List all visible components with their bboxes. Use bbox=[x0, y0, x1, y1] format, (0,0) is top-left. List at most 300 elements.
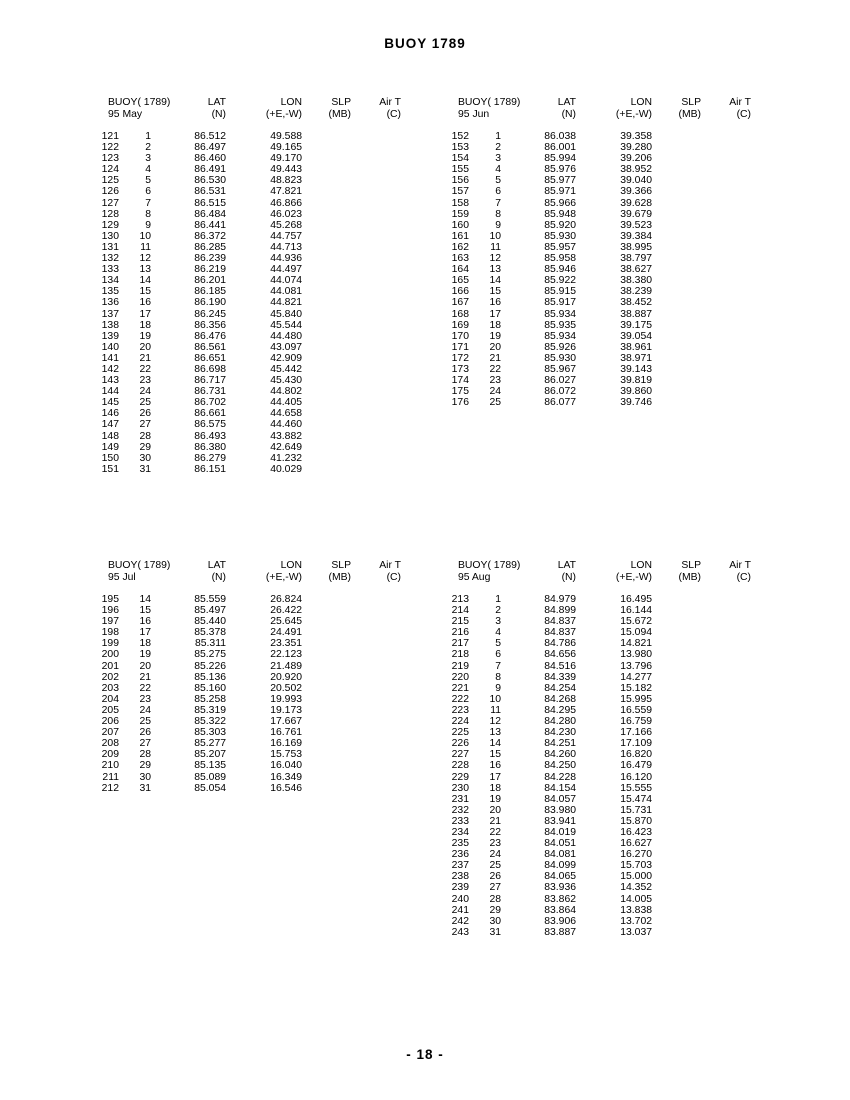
cell-day: 19 bbox=[489, 330, 501, 342]
cell-julian-day: 172 bbox=[451, 352, 469, 364]
header-buoy: BUOY( 1789) bbox=[458, 97, 521, 108]
header-lon-unit: (+E,-W) bbox=[615, 109, 652, 120]
cell-day: 10 bbox=[489, 693, 501, 705]
cell-julian-day: 196 bbox=[101, 605, 119, 617]
cell-day: 25 bbox=[489, 860, 501, 872]
cell-day: 8 bbox=[145, 208, 151, 220]
cell-lon: 13.838 bbox=[620, 904, 652, 916]
cell-lat: 84.250 bbox=[544, 760, 576, 772]
cell-julian-day: 139 bbox=[101, 330, 119, 342]
header-air-t-unit: (C) bbox=[736, 572, 751, 583]
cell-lat: 84.837 bbox=[544, 627, 576, 639]
header-slp-unit: (MB) bbox=[328, 572, 351, 583]
cell-julian-day: 224 bbox=[451, 716, 469, 728]
header-buoy: BUOY( 1789) bbox=[458, 560, 521, 571]
table-row bbox=[88, 638, 428, 649]
cell-lon: 39.206 bbox=[620, 153, 652, 165]
cell-lat: 85.275 bbox=[194, 649, 226, 661]
cell-lon: 39.746 bbox=[620, 397, 652, 409]
header-lat-unit: (N) bbox=[561, 109, 576, 120]
cell-day: 10 bbox=[489, 230, 501, 242]
cell-lat: 85.258 bbox=[194, 693, 226, 705]
table-row bbox=[88, 616, 428, 627]
cell-day: 25 bbox=[139, 716, 151, 728]
table-row bbox=[88, 331, 428, 342]
cell-lat: 85.922 bbox=[544, 275, 576, 287]
table-row bbox=[438, 927, 778, 938]
cell-lon: 15.672 bbox=[620, 616, 652, 628]
cell-day: 14 bbox=[139, 594, 151, 605]
header-air-t: Air T bbox=[379, 560, 401, 571]
cell-lat: 86.077 bbox=[544, 397, 576, 409]
cell-lon: 43.097 bbox=[270, 341, 302, 353]
cell-julian-day: 162 bbox=[451, 241, 469, 253]
cell-julian-day: 234 bbox=[451, 826, 469, 838]
table-row bbox=[88, 231, 428, 242]
table-row bbox=[88, 353, 428, 364]
cell-lat: 86.185 bbox=[194, 286, 226, 298]
cell-lat: 86.512 bbox=[194, 131, 226, 142]
header-lat: LAT bbox=[557, 97, 576, 108]
header-lon: LON bbox=[280, 560, 302, 571]
cell-lat: 86.491 bbox=[194, 164, 226, 176]
cell-lat: 86.493 bbox=[194, 430, 226, 442]
table-row bbox=[438, 683, 778, 694]
cell-lon: 15.000 bbox=[620, 871, 652, 883]
cell-day: 14 bbox=[489, 275, 501, 287]
cell-day: 4 bbox=[495, 164, 501, 176]
cell-lon: 16.120 bbox=[620, 771, 652, 783]
cell-lat: 85.207 bbox=[194, 749, 226, 761]
cell-lon: 15.995 bbox=[620, 693, 652, 705]
table-row bbox=[88, 242, 428, 253]
table-row bbox=[88, 164, 428, 175]
cell-julian-day: 204 bbox=[101, 693, 119, 705]
table-row bbox=[438, 772, 778, 783]
cell-lon: 44.460 bbox=[270, 419, 302, 431]
cell-lat: 85.994 bbox=[544, 153, 576, 165]
cell-day: 7 bbox=[495, 660, 501, 672]
cell-lon: 21.489 bbox=[270, 660, 302, 672]
table-row bbox=[438, 397, 778, 408]
header-units-row bbox=[438, 572, 778, 584]
cell-julian-day: 219 bbox=[451, 660, 469, 672]
table-row bbox=[438, 672, 778, 683]
cell-day: 27 bbox=[139, 738, 151, 750]
cell-lat: 86.561 bbox=[194, 341, 226, 353]
cell-lat: 85.971 bbox=[544, 186, 576, 198]
cell-day: 24 bbox=[489, 849, 501, 861]
cell-lon: 43.882 bbox=[270, 430, 302, 442]
cell-julian-day: 209 bbox=[101, 749, 119, 761]
cell-lat: 85.226 bbox=[194, 660, 226, 672]
cell-day: 3 bbox=[145, 153, 151, 165]
cell-lon: 13.702 bbox=[620, 915, 652, 927]
table-row bbox=[438, 871, 778, 882]
cell-lon: 45.840 bbox=[270, 308, 302, 320]
cell-lat: 85.135 bbox=[194, 760, 226, 772]
cell-julian-day: 157 bbox=[451, 186, 469, 198]
cell-day: 4 bbox=[145, 164, 151, 176]
cell-lat: 84.081 bbox=[544, 849, 576, 861]
cell-day: 9 bbox=[495, 682, 501, 694]
cell-lat: 83.980 bbox=[544, 804, 576, 816]
cell-julian-day: 231 bbox=[451, 793, 469, 805]
cell-lon: 39.384 bbox=[620, 230, 652, 242]
header-slp-unit: (MB) bbox=[678, 109, 701, 120]
cell-lon: 15.094 bbox=[620, 627, 652, 639]
table-row bbox=[438, 727, 778, 738]
table-row bbox=[88, 264, 428, 275]
cell-lon: 38.887 bbox=[620, 308, 652, 320]
cell-day: 13 bbox=[489, 727, 501, 739]
header-buoy: BUOY( 1789) bbox=[108, 560, 171, 571]
cell-julian-day: 148 bbox=[101, 430, 119, 442]
cell-julian-day: 243 bbox=[451, 926, 469, 938]
cell-day: 21 bbox=[139, 671, 151, 683]
table-row bbox=[438, 286, 778, 297]
table-row bbox=[438, 849, 778, 860]
table-row bbox=[438, 242, 778, 253]
cell-lon: 44.497 bbox=[270, 264, 302, 276]
table-row bbox=[438, 175, 778, 186]
cell-julian-day: 127 bbox=[101, 197, 119, 209]
header-lon: LON bbox=[630, 560, 652, 571]
header-buoy: BUOY( 1789) bbox=[108, 97, 171, 108]
cell-julian-day: 167 bbox=[451, 297, 469, 309]
header-row bbox=[438, 97, 778, 109]
table-row bbox=[88, 186, 428, 197]
cell-day: 11 bbox=[140, 241, 151, 253]
cell-day: 18 bbox=[489, 319, 501, 331]
table-row bbox=[438, 309, 778, 320]
cell-day: 25 bbox=[139, 397, 151, 409]
cell-day: 1 bbox=[495, 594, 501, 605]
cell-day: 20 bbox=[139, 341, 151, 353]
cell-day: 20 bbox=[489, 804, 501, 816]
cell-lat: 85.303 bbox=[194, 727, 226, 739]
cell-day: 21 bbox=[489, 815, 501, 827]
table-row bbox=[438, 297, 778, 308]
cell-lat: 84.339 bbox=[544, 671, 576, 683]
header-units-row bbox=[88, 572, 428, 584]
table-row bbox=[438, 253, 778, 264]
cell-lon: 14.005 bbox=[620, 893, 652, 905]
table-row bbox=[88, 661, 428, 672]
header-lat-unit: (N) bbox=[561, 572, 576, 583]
cell-julian-day: 125 bbox=[101, 175, 119, 187]
header-lat: LAT bbox=[207, 560, 226, 571]
cell-lat: 84.254 bbox=[544, 682, 576, 694]
cell-julian-day: 205 bbox=[101, 704, 119, 716]
table-row bbox=[88, 672, 428, 683]
cell-julian-day: 130 bbox=[101, 230, 119, 242]
header-air-t: Air T bbox=[379, 97, 401, 108]
cell-lon: 46.866 bbox=[270, 197, 302, 209]
header-slp: SLP bbox=[681, 97, 701, 108]
cell-lat: 86.651 bbox=[194, 352, 226, 364]
table-row bbox=[438, 375, 778, 386]
cell-lat: 85.160 bbox=[194, 682, 226, 694]
cell-lon: 42.909 bbox=[270, 352, 302, 364]
cell-lat: 85.976 bbox=[544, 164, 576, 176]
cell-lat: 85.966 bbox=[544, 197, 576, 209]
cell-lat: 85.977 bbox=[544, 175, 576, 187]
cell-day: 2 bbox=[145, 142, 151, 154]
cell-lon: 17.109 bbox=[620, 738, 652, 750]
header-row bbox=[88, 97, 428, 109]
cell-lat: 85.311 bbox=[194, 638, 226, 650]
table-row bbox=[88, 772, 428, 783]
cell-lat: 85.920 bbox=[544, 219, 576, 231]
cell-julian-day: 122 bbox=[101, 142, 119, 154]
cell-julian-day: 128 bbox=[101, 208, 119, 220]
month-label: 95 Jun bbox=[458, 109, 490, 120]
cell-lat: 85.440 bbox=[194, 616, 226, 628]
cell-day: 2 bbox=[495, 605, 501, 617]
cell-lat: 86.190 bbox=[194, 297, 226, 309]
cell-lat: 83.936 bbox=[544, 882, 576, 894]
cell-lon: 14.277 bbox=[620, 671, 652, 683]
table-body bbox=[88, 131, 428, 475]
cell-day: 21 bbox=[139, 352, 151, 364]
cell-lon: 25.645 bbox=[270, 616, 302, 628]
table-row bbox=[88, 649, 428, 660]
cell-lon: 44.081 bbox=[270, 286, 302, 298]
cell-julian-day: 121 bbox=[101, 131, 119, 142]
cell-day: 23 bbox=[139, 375, 151, 387]
cell-lon: 39.358 bbox=[620, 131, 652, 142]
cell-julian-day: 164 bbox=[451, 264, 469, 276]
table-row bbox=[88, 419, 428, 430]
table-row bbox=[438, 220, 778, 231]
cell-julian-day: 144 bbox=[101, 386, 119, 398]
cell-lat: 85.957 bbox=[544, 241, 576, 253]
table-row bbox=[88, 605, 428, 616]
table-row bbox=[438, 738, 778, 749]
table-row bbox=[438, 364, 778, 375]
cell-julian-day: 225 bbox=[451, 727, 469, 739]
table-row bbox=[88, 297, 428, 308]
table-row bbox=[88, 453, 428, 464]
table-row bbox=[88, 209, 428, 220]
cell-lon: 38.380 bbox=[620, 275, 652, 287]
table-row bbox=[88, 275, 428, 286]
cell-day: 20 bbox=[489, 341, 501, 353]
cell-julian-day: 159 bbox=[451, 208, 469, 220]
cell-julian-day: 217 bbox=[451, 638, 469, 650]
cell-julian-day: 155 bbox=[451, 164, 469, 176]
cell-julian-day: 213 bbox=[451, 594, 469, 605]
cell-lat: 85.958 bbox=[544, 253, 576, 265]
header-air-t-unit: (C) bbox=[386, 572, 401, 583]
cell-julian-day: 223 bbox=[451, 704, 469, 716]
cell-lon: 49.588 bbox=[270, 131, 302, 142]
cell-day: 25 bbox=[489, 397, 501, 409]
cell-lon: 44.821 bbox=[270, 297, 302, 309]
cell-lon: 39.175 bbox=[620, 319, 652, 331]
cell-day: 24 bbox=[489, 386, 501, 398]
cell-day: 27 bbox=[489, 882, 501, 894]
cell-lon: 16.144 bbox=[620, 605, 652, 617]
cell-lon: 47.821 bbox=[270, 186, 302, 198]
cell-day: 17 bbox=[139, 627, 151, 639]
cell-lon: 44.405 bbox=[270, 397, 302, 409]
cell-lat: 86.530 bbox=[194, 175, 226, 187]
cell-julian-day: 201 bbox=[101, 660, 119, 672]
cell-julian-day: 232 bbox=[451, 804, 469, 816]
cell-lon: 45.544 bbox=[270, 319, 302, 331]
cell-day: 17 bbox=[139, 308, 151, 320]
cell-lon: 15.182 bbox=[620, 682, 652, 694]
cell-lon: 40.029 bbox=[270, 463, 302, 475]
cell-lon: 16.761 bbox=[270, 727, 302, 739]
cell-lat: 84.280 bbox=[544, 716, 576, 728]
cell-lon: 15.731 bbox=[620, 804, 652, 816]
cell-julian-day: 228 bbox=[451, 760, 469, 772]
cell-lat: 86.027 bbox=[544, 375, 576, 387]
cell-lat: 86.460 bbox=[194, 153, 226, 165]
cell-julian-day: 206 bbox=[101, 716, 119, 728]
cell-lon: 23.351 bbox=[270, 638, 302, 650]
cell-julian-day: 147 bbox=[101, 419, 119, 431]
cell-julian-day: 154 bbox=[451, 153, 469, 165]
table-row bbox=[438, 705, 778, 716]
cell-lon: 13.980 bbox=[620, 649, 652, 661]
cell-day: 30 bbox=[139, 771, 151, 783]
cell-lat: 85.559 bbox=[194, 594, 226, 605]
header-units-row bbox=[88, 109, 428, 121]
cell-lat: 83.906 bbox=[544, 915, 576, 927]
table-row bbox=[88, 594, 428, 605]
cell-lat: 86.661 bbox=[194, 408, 226, 420]
cell-lat: 85.136 bbox=[194, 671, 226, 683]
cell-lat: 85.378 bbox=[194, 627, 226, 639]
data-table-jun bbox=[438, 97, 778, 408]
cell-day: 20 bbox=[139, 660, 151, 672]
cell-julian-day: 136 bbox=[101, 297, 119, 309]
cell-lon: 38.961 bbox=[620, 341, 652, 353]
table-row bbox=[88, 716, 428, 727]
cell-day: 29 bbox=[139, 760, 151, 772]
cell-day: 13 bbox=[139, 264, 151, 276]
table-row bbox=[88, 727, 428, 738]
table-row bbox=[88, 705, 428, 716]
cell-day: 3 bbox=[495, 616, 501, 628]
cell-julian-day: 239 bbox=[451, 882, 469, 894]
cell-julian-day: 140 bbox=[101, 341, 119, 353]
cell-lon: 16.270 bbox=[620, 849, 652, 861]
table-row bbox=[88, 364, 428, 375]
cell-lat: 84.260 bbox=[544, 749, 576, 761]
cell-lon: 22.123 bbox=[270, 649, 302, 661]
table-row bbox=[438, 342, 778, 353]
page-title: BUOY 1789 bbox=[384, 36, 466, 51]
cell-lon: 45.430 bbox=[270, 375, 302, 387]
table-body bbox=[438, 131, 778, 408]
cell-day: 11 bbox=[490, 241, 501, 253]
cell-day: 6 bbox=[495, 186, 501, 198]
table-row bbox=[438, 264, 778, 275]
header-lon-unit: (+E,-W) bbox=[265, 109, 302, 120]
cell-day: 15 bbox=[139, 605, 151, 617]
cell-julian-day: 134 bbox=[101, 275, 119, 287]
table-row bbox=[88, 397, 428, 408]
cell-day: 23 bbox=[489, 838, 501, 850]
table-row bbox=[88, 738, 428, 749]
cell-julian-day: 152 bbox=[451, 131, 469, 142]
cell-day: 13 bbox=[489, 264, 501, 276]
cell-julian-day: 158 bbox=[451, 197, 469, 209]
cell-julian-day: 170 bbox=[451, 330, 469, 342]
cell-lon: 15.870 bbox=[620, 815, 652, 827]
table-row bbox=[438, 905, 778, 916]
cell-lat: 84.154 bbox=[544, 782, 576, 794]
cell-lat: 86.702 bbox=[194, 397, 226, 409]
cell-day: 6 bbox=[495, 649, 501, 661]
cell-lat: 84.268 bbox=[544, 693, 576, 705]
cell-julian-day: 210 bbox=[101, 760, 119, 772]
cell-day: 22 bbox=[489, 826, 501, 838]
cell-lat: 86.531 bbox=[194, 186, 226, 198]
month-label: 95 Jul bbox=[108, 572, 136, 583]
table-row bbox=[438, 275, 778, 286]
cell-julian-day: 238 bbox=[451, 871, 469, 883]
cell-lon: 24.491 bbox=[270, 627, 302, 639]
cell-lat: 85.946 bbox=[544, 264, 576, 276]
cell-julian-day: 198 bbox=[101, 627, 119, 639]
table-row bbox=[438, 331, 778, 342]
cell-lat: 86.380 bbox=[194, 441, 226, 453]
cell-lat: 85.277 bbox=[194, 738, 226, 750]
table-row bbox=[88, 749, 428, 760]
cell-lon: 15.703 bbox=[620, 860, 652, 872]
cell-julian-day: 161 bbox=[451, 230, 469, 242]
cell-lon: 45.268 bbox=[270, 219, 302, 231]
cell-lon: 44.802 bbox=[270, 386, 302, 398]
cell-lon: 15.474 bbox=[620, 793, 652, 805]
header-air-t-unit: (C) bbox=[386, 109, 401, 120]
cell-julian-day: 129 bbox=[101, 219, 119, 231]
cell-lon: 13.796 bbox=[620, 660, 652, 672]
cell-julian-day: 135 bbox=[101, 286, 119, 298]
cell-julian-day: 138 bbox=[101, 319, 119, 331]
cell-lon: 44.757 bbox=[270, 230, 302, 242]
header-slp-unit: (MB) bbox=[328, 109, 351, 120]
table-row bbox=[88, 309, 428, 320]
cell-lon: 39.819 bbox=[620, 375, 652, 387]
cell-day: 16 bbox=[139, 616, 151, 628]
cell-julian-day: 216 bbox=[451, 627, 469, 639]
cell-lon: 39.143 bbox=[620, 363, 652, 375]
header-slp-unit: (MB) bbox=[678, 572, 701, 583]
cell-day: 5 bbox=[495, 638, 501, 650]
cell-lon: 16.495 bbox=[620, 594, 652, 605]
cell-day: 9 bbox=[145, 219, 151, 231]
cell-day: 24 bbox=[139, 386, 151, 398]
cell-day: 22 bbox=[139, 682, 151, 694]
cell-lon: 17.166 bbox=[620, 727, 652, 739]
table-row bbox=[438, 838, 778, 849]
cell-lat: 86.698 bbox=[194, 363, 226, 375]
cell-julian-day: 200 bbox=[101, 649, 119, 661]
cell-lat: 86.239 bbox=[194, 253, 226, 265]
cell-julian-day: 143 bbox=[101, 375, 119, 387]
cell-lon: 38.239 bbox=[620, 286, 652, 298]
cell-day: 12 bbox=[139, 253, 151, 265]
header-lat-unit: (N) bbox=[211, 109, 226, 120]
cell-lat: 84.251 bbox=[544, 738, 576, 750]
